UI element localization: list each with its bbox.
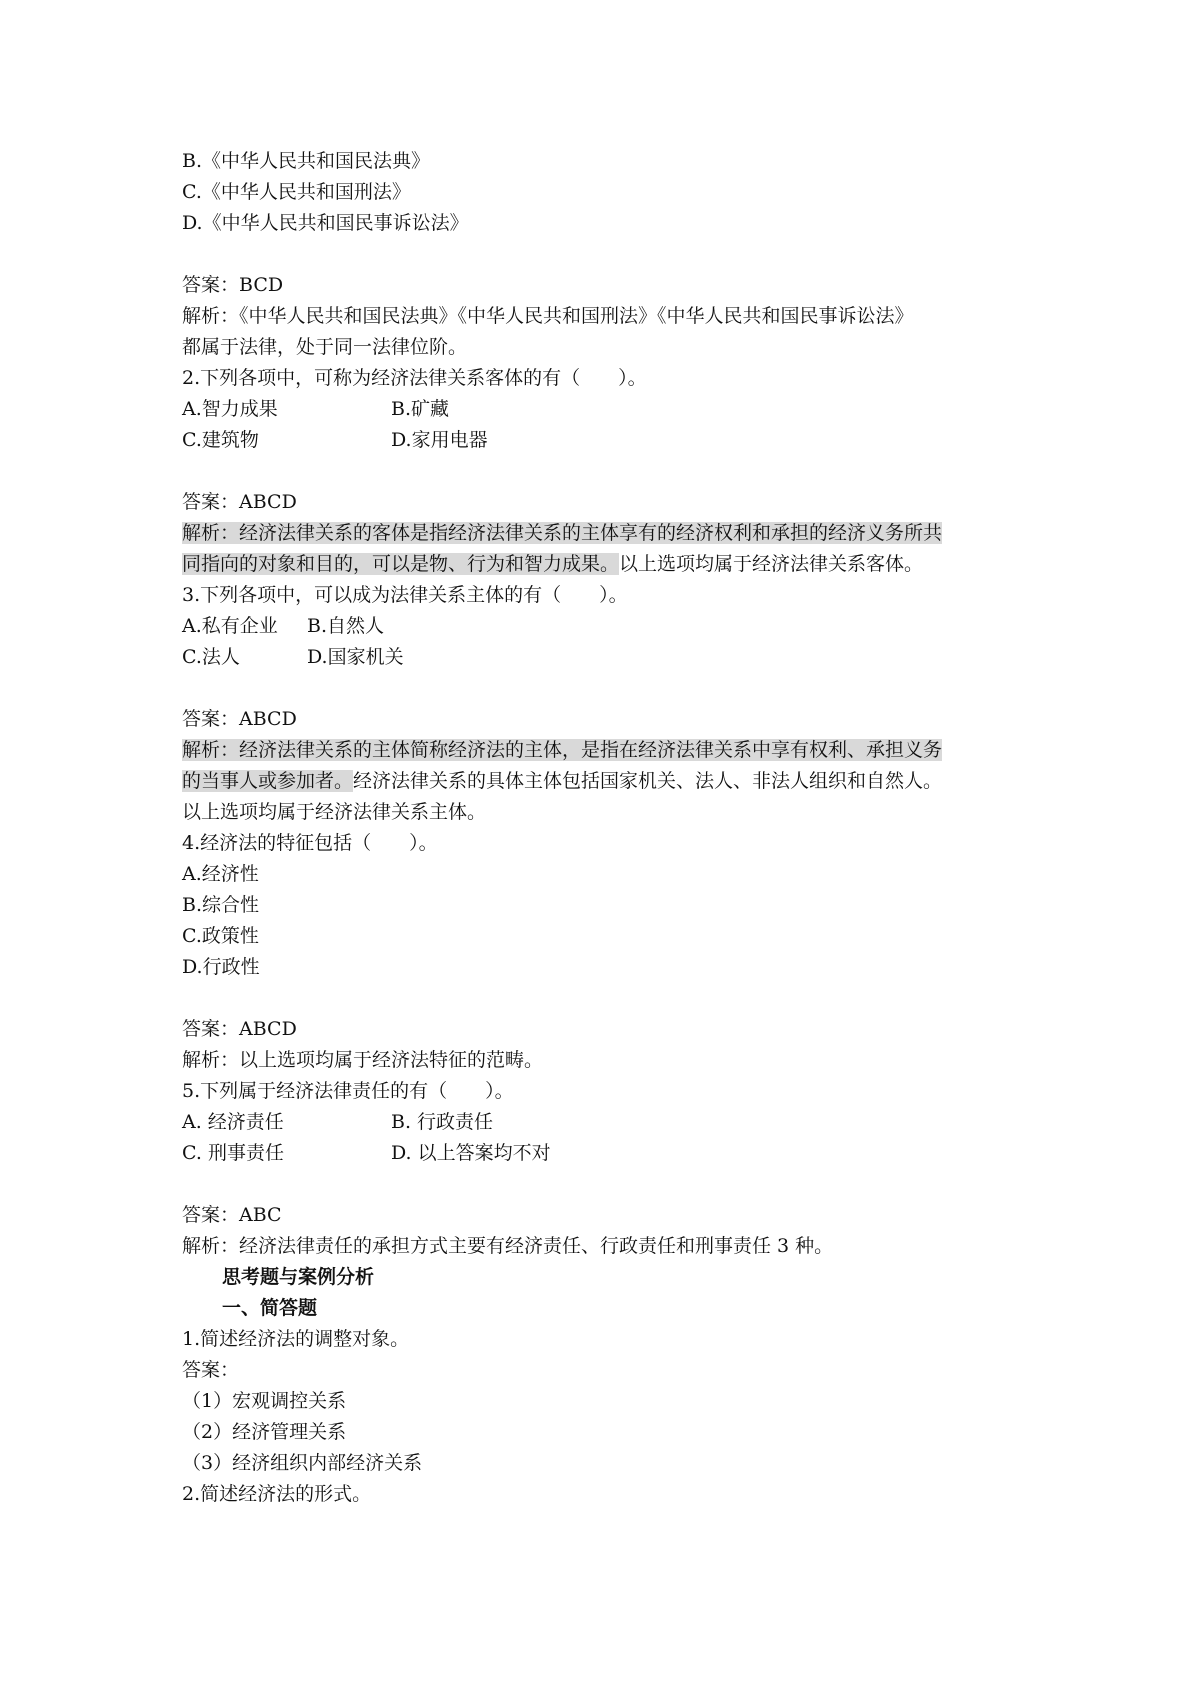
q2-answer: 答案：ABCD: [182, 491, 297, 513]
q5-options-row2: [182, 1138, 551, 1169]
q5-option-b: B. 行政责任: [391, 1111, 494, 1133]
q2-option-c: C.建筑物: [182, 429, 259, 451]
q3-analysis-line2: [182, 766, 942, 797]
q3-option-c: C.法人: [182, 646, 240, 668]
q2-analysis-highlight-2: 同指向的对象和目的，可以是物、行为和智力成果。: [182, 553, 620, 575]
q4-option-d: D.行政性: [182, 956, 260, 978]
sq1-answer-label: 答案：: [182, 1359, 240, 1381]
q3-options-row1: [182, 611, 385, 642]
q5-question: 5.下列属于经济法律责任的有（ ）。: [182, 1080, 514, 1102]
q3-analysis-line1: [182, 735, 942, 766]
q2-analysis-rest: 以上选项均属于经济法律关系客体。: [619, 553, 924, 575]
q3-analysis-highlight-2: 的当事人或参加者。: [182, 770, 354, 792]
q3-analysis-rest: 经济法律关系的具体主体包括国家机关、法人、非法人组织和自然人。: [353, 770, 943, 792]
q4-analysis: 解析：以上选项均属于经济法特征的范畴。: [182, 1049, 544, 1071]
q3-answer: 答案：ABCD: [182, 708, 297, 730]
q3-option-a: A.私有企业: [182, 615, 278, 637]
q2-options-row2: [182, 425, 488, 456]
q2-analysis-highlight-1: 解析：经济法律关系的客体是指经济法律关系的主体享有的经济权利和承担的经济义务所共: [182, 522, 943, 544]
sq1-item-1: （1）宏观调控关系: [182, 1390, 347, 1412]
q5-analysis: 解析：经济法律责任的承担方式主要有经济责任、行政责任和刑事责任 3 种。: [182, 1235, 834, 1257]
q3-analysis-line3: 以上选项均属于经济法律关系主体。: [182, 801, 487, 823]
q5-answer: 答案：ABC: [182, 1204, 282, 1226]
q3-question: 3.下列各项中，可以成为法律关系主体的有（ ）。: [182, 584, 628, 606]
q3-option-d: D.国家机关: [307, 646, 404, 668]
q2-analysis-line1: [182, 518, 942, 549]
q4-option-c: C.政策性: [182, 925, 259, 947]
q2-analysis-line2: [182, 549, 923, 580]
q2-option-a: A.智力成果: [182, 398, 278, 420]
sq1-question: 1.简述经济法的调整对象。: [182, 1328, 410, 1350]
q3-analysis-highlight-1: 解析：经济法律关系的主体简称经济法的主体，是指在经济法律关系中享有权利、承担义务: [182, 739, 943, 761]
q4-answer: 答案：ABCD: [182, 1018, 297, 1040]
q3-options-row2: [182, 642, 404, 673]
q1-option-d: D.《中华人民共和国民事诉讼法》: [182, 212, 469, 234]
section-title: 思考题与案例分析: [222, 1266, 375, 1288]
q1-option-c: C.《中华人民共和国刑法》: [182, 181, 411, 203]
q5-option-a: A. 经济责任: [182, 1111, 284, 1133]
q1-analysis-line2: 都属于法律，处于同一法律位阶。: [182, 336, 468, 358]
q4-question: 4.经济法的特征包括（ ）。: [182, 832, 438, 854]
sq1-item-3: （3）经济组织内部经济关系: [182, 1452, 423, 1474]
subsection-title: 一、简答题: [222, 1297, 318, 1319]
q5-options-row1: [182, 1107, 494, 1138]
sq2-question: 2.简述经济法的形式。: [182, 1483, 372, 1505]
q2-option-d: D.家用电器: [391, 429, 488, 451]
q2-question: 2.下列各项中，可称为经济法律关系客体的有（ ）。: [182, 367, 647, 389]
q1-analysis-line1: 解析：《中华人民共和国民法典》《中华人民共和国刑法》《中华人民共和国民事诉讼法》: [182, 305, 914, 327]
q5-option-c: C. 刑事责任: [182, 1142, 284, 1164]
q1-answer: 答案：BCD: [182, 274, 284, 296]
q4-option-a: A.经济性: [182, 863, 259, 885]
q5-option-d: D. 以上答案均不对: [391, 1142, 551, 1164]
q4-option-b: B.综合性: [182, 894, 260, 916]
q2-option-b: B.矿藏: [391, 398, 450, 420]
sq1-item-2: （2）经济管理关系: [182, 1421, 347, 1443]
q1-option-b: B.《中华人民共和国民法典》: [182, 150, 431, 172]
q3-option-b: B.自然人: [307, 615, 385, 637]
q2-options-row1: [182, 394, 450, 425]
